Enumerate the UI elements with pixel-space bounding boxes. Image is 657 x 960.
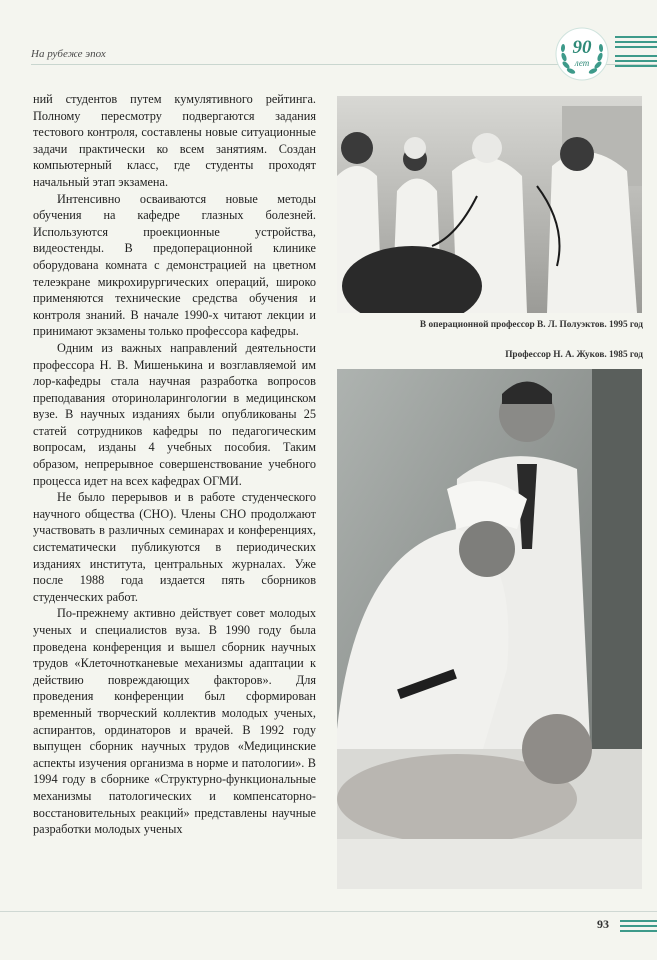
paragraph: ний студентов путем кумулятивного рейтинга. Полному пересмотру подвергаются задания тестового контроля, составлены новые ситуационные задачи практически ко всем занятиям. Создан компьютерный класс, где студенты проходят начальный этап экзамена. — [33, 92, 316, 189]
photo-operating-room — [337, 96, 642, 313]
section-header: На рубеже эпох — [31, 48, 106, 60]
photo-professor-examination — [337, 369, 642, 889]
paragraph: Одним из важных направлений деятельности профессора Н. В. Мишенькина и возглавляемой им лор-кафедры стала научная разработка вопросов преподавания оториноларингологии в медицинском вузе. В научных изданиях были опубликованы 25 статей сотрудников кафедры по педагогическим вопросам, изданы 4 учебных пособия. Таким образом, непрерывное совершенствование учебного процесса идет на всех кафедрах ОГМИ. — [33, 340, 316, 488]
header-stripes — [615, 36, 657, 51]
anniversary-logo — [555, 27, 609, 81]
photo-caption-bottom: Профессор Н. А. Жуков. 1985 год — [505, 350, 643, 360]
footer-rule — [0, 911, 657, 912]
logo-number: 90 — [572, 37, 592, 58]
paragraph: Не было перерывов и в работе студенческого научного общества (СНО). Члены СНО продолжают участвовать в различных семинарах и конференциях, систематически публикуются в периодических изданиях института, центральных журналах. Уже после 1988 года издается пять сборников студенческих работ. — [33, 490, 316, 604]
main-text-column — [33, 91, 316, 838]
footer-stripes — [620, 920, 657, 935]
logo-word: лет — [574, 58, 590, 68]
paragraph: По-прежнему активно действует совет молодых ученых и специалистов вуза. В 1990 году была проведена конференция и вышел сборник научных трудов «Клеточнотканевые механизмы адаптации к действию повреждающих факторов». Для проведения конференции был сформирован временный творческий коллектив молодых ученых, аспирантов, ординаторов и врачей. В 1992 году выпущен сборник научных трудов «Медицинские аспекты изучения организма в норме и патологии». В 1994 году в сборнике «Структурно-функциональные механизмы патологических и компенсаторно-восстановительных реакций» представлены научные разработки молодых ученых — [33, 606, 316, 837]
photo-caption-top: В операционной профессор В. Л. Полуэктов. 1995 год — [419, 320, 643, 330]
page-number: 93 — [597, 917, 609, 931]
header-stripes-lower — [615, 55, 657, 70]
paragraph: Интенсивно осваиваются новые методы обучения на кафедре глазных болезней. Используются проекционные устройства, видеостенды. В предоперационной клинике оборудована комната с демонстрацией на цветном телеэкране микрохирургических операций, широко применяются технические средства обучения и контроля знаний. В начале 1990-х читают лекции и принимают экзамены только профессора кафедры. — [33, 191, 316, 339]
